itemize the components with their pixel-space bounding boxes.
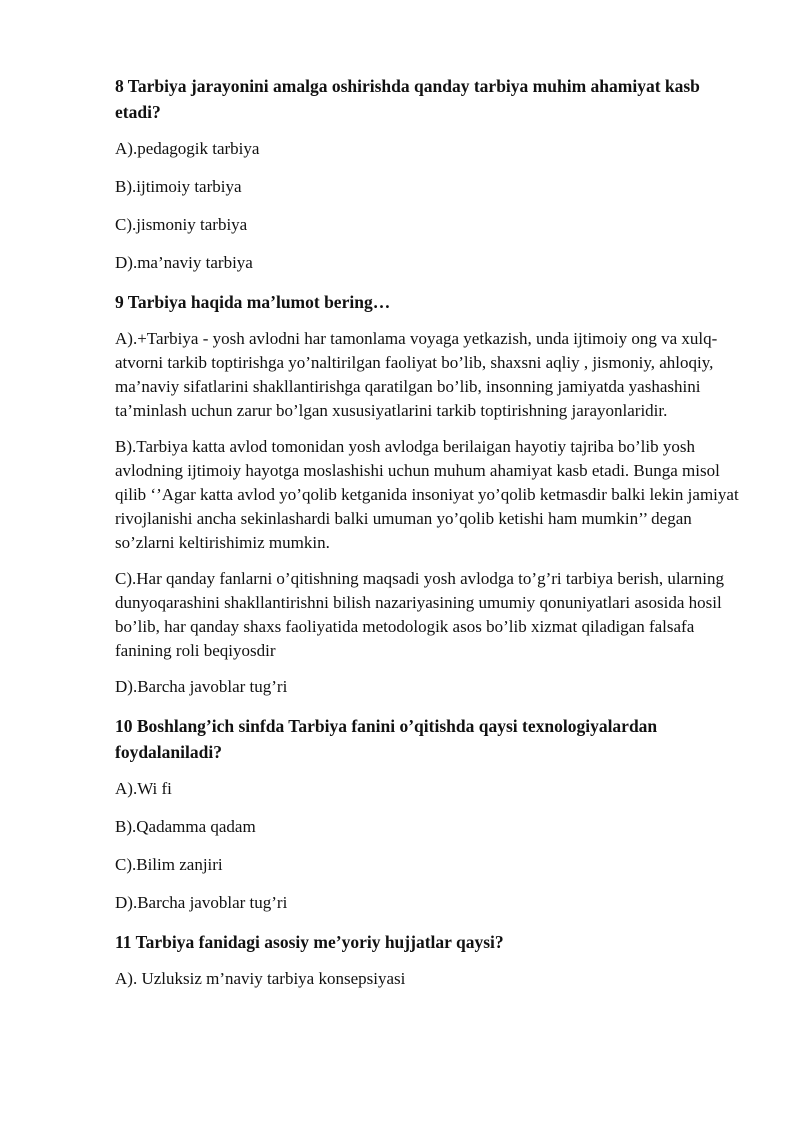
answer-option-b: B).Tarbiya katta avlod tomonidan yosh avlodga berilaigan hayotiy tajriba bo’lib yosh avlodning ijtimoiy hayotga moslashishi uchun muhum ahamiyat kasb etadi. Bunga misol qilib ‘’Agar katta avlod yo’qolib ketganida insoniyat yo’qolib ketmasdir balki lekin jamiyat rivojlanishi ancha sekinlashardi balki umuman yo’qolib ketishi ham mumkin’’ degan so’zlarni keltirishimiz mumkin. [115, 437, 739, 552]
question-8 [115, 73, 745, 275]
question-title: 8 Tarbiya jarayonini amalga oshirishda qanday tarbiya muhim ahamiyat kasb etadi? [115, 76, 700, 122]
question-title: 10 Boshlang’ich sinfda Tarbiya fanini o’qitishda qaysi texnologiyalardan foydalaniladi? [115, 716, 658, 762]
answer-option-c: C).Har qanday fanlarni o’qitishning maqsadi yosh avlodga to’g’ri tarbiya berish, ularning dunyoqarashini shakllantirishni bilish nazariyasining umumiy qonuniyatlari asosida hosil bo’lib, har qanday shaxs faoliyatida metodologik asos bo’lib xizmat qiladigan falsafa fanining roli beqiyosdir [115, 569, 725, 660]
answer-option-d: D).ma’naviy tarbiya [115, 253, 253, 272]
answer-option-a: A).pedagogik tarbiya [115, 139, 260, 158]
answer-option-a: A).+Tarbiya - yosh avlodni har tamonlama voyaga yetkazish, unda ijtimoiy ong va xulq-atvorni tarkib toptirishga yo’naltirilgan faoliyat bo’lib, shaxsni aqliy , jismoniy, ahloqiy, ma’naviy sifatlarini shakllantirishga qaratilgan bo’lib, insonning jamiyatda yashashini ta’minlash uchun zarur bo’lgan xususiyatlarini tarkib toptirishning jarayonlaridir. [115, 329, 718, 420]
question-title: 9 Tarbiya haqida ma’lumot bering… [115, 292, 391, 312]
question-title: 11 Tarbiya fanidagi asosiy me’yoriy hujjatlar qaysi? [115, 932, 504, 952]
answer-option-b: B).ijtimoiy tarbiya [115, 177, 242, 196]
answer-option-a: A).Wi fi [115, 779, 172, 798]
answer-option-b: B).Qadamma qadam [115, 817, 256, 836]
answer-option-d: D).Barcha javoblar tug’ri [115, 893, 288, 912]
page-content [115, 73, 745, 1005]
answer-option-d: D).Barcha javoblar tug’ri [115, 677, 288, 696]
question-9 [115, 289, 745, 699]
question-11 [115, 929, 745, 991]
question-10 [115, 713, 745, 915]
answer-option-a: A). Uzluksiz m’naviy tarbiya konsepsiyasi [115, 969, 406, 988]
answer-option-c: C).Bilim zanjiri [115, 855, 223, 874]
answer-option-c: C).jismoniy tarbiya [115, 215, 248, 234]
